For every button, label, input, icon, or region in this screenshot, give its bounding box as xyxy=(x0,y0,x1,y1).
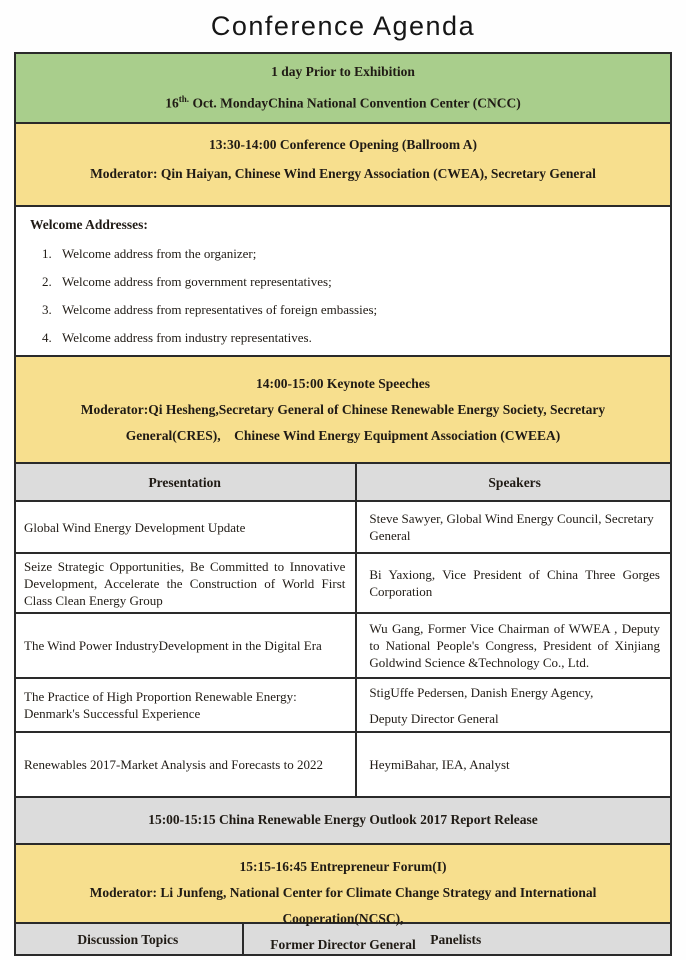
day-banner-line1: 1 day Prior to Exhibition xyxy=(271,64,415,80)
presentation-text: The Practice of High Proportion Renewable Energy: Denmark's Successful Experience xyxy=(24,689,297,721)
welcome-item-text: Welcome address from government representatives; xyxy=(62,274,332,289)
opening-banner xyxy=(16,124,670,207)
welcome-item xyxy=(30,246,656,261)
date-venue: Oct. MondayChina National Convention Center (CNCC) xyxy=(189,95,521,111)
keynote-moderator: Moderator:Qi Hesheng,Secretary General of Chinese Renewable Energy Society, Secretary General(CRES), Chinese Wind Energy Equipment Association (CWEEA) xyxy=(80,401,609,443)
welcome-item-text: Welcome address from industry representatives. xyxy=(62,330,312,345)
page-title-wrap xyxy=(0,0,686,52)
speaker-text: Steve Sawyer, Global Wind Energy Council, Secretary General xyxy=(369,511,654,543)
welcome-item xyxy=(30,302,656,317)
presentation-text: Seize Strategic Opportunities, Be Committed to Innovative Development, Accelerate the Construction of World First Class Clean Energy Group xyxy=(24,558,346,608)
presentation-cell xyxy=(16,679,357,731)
keynote-title: 14:00-15:00 Keynote Speeches xyxy=(256,375,430,391)
speaker-text: Wu Gang, Former Vice Chairman of WWEA , Deputy to National People's Congress, President of Xinjiang Goldwind Science &Technology Co., Ltd. xyxy=(369,621,660,670)
date-number: 16 xyxy=(165,95,179,111)
forum-moderator-line2: Former Director General xyxy=(270,937,416,952)
table-row xyxy=(16,614,670,679)
welcome-heading: Welcome Addresses: xyxy=(30,217,148,232)
forum-table-header xyxy=(16,924,670,954)
date-ordinal: th. xyxy=(178,94,190,105)
welcome-list xyxy=(30,246,656,345)
opening-moderator: Moderator: Qin Haiyan, Chinese Wind Energy Association (CWEA), Secretary General xyxy=(90,166,596,182)
presentation-text: The Wind Power IndustryDevelopment in the Digital Era xyxy=(24,638,322,653)
page-title: Conference Agenda xyxy=(210,10,476,41)
welcome-item xyxy=(30,274,656,289)
report-release-title: 15:00-15:15 China Renewable Energy Outlook 2017 Report Release xyxy=(148,812,538,828)
speaker-text-line2: Deputy Director General xyxy=(369,710,499,726)
agenda-table xyxy=(14,52,672,956)
table-row xyxy=(16,554,670,614)
speaker-cell xyxy=(357,679,670,731)
welcome-item-text: Welcome address from representatives of foreign embassies; xyxy=(62,302,378,317)
welcome-section xyxy=(16,207,670,357)
speaker-text: Bi Yaxiong, Vice President of China Three Gorges Corporation xyxy=(369,567,660,599)
welcome-item-number: 2. xyxy=(42,274,52,289)
presentation-text: Renewables 2017-Market Analysis and Forecasts to 2022 xyxy=(24,757,323,772)
speaker-cell xyxy=(357,614,670,677)
speech-table-header xyxy=(16,464,670,502)
presentation-cell xyxy=(16,733,357,796)
welcome-item-number: 3. xyxy=(42,302,52,317)
speaker-text: HeymiBahar, IEA, Analyst xyxy=(369,757,510,772)
discussion-topics-column-header: Discussion Topics xyxy=(16,924,244,954)
speaker-cell xyxy=(357,502,670,552)
day-banner xyxy=(16,54,670,124)
presentation-cell xyxy=(16,554,357,612)
forum-title: 15:15-16:45 Entrepreneur Forum(I) xyxy=(239,859,447,874)
keynote-banner xyxy=(16,357,670,464)
welcome-item xyxy=(30,330,656,345)
presentation-cell xyxy=(16,614,357,677)
speaker-cell xyxy=(357,554,670,612)
presentation-column-header: Presentation xyxy=(16,464,357,500)
welcome-item-text: Welcome address from the organizer; xyxy=(62,246,257,261)
presentation-cell xyxy=(16,502,357,552)
opening-title: 13:30-14:00 Conference Opening (Ballroom A) xyxy=(209,137,477,152)
forum-moderator-line1: Moderator: Li Junfeng, National Center for Climate Change Strategy and International Cooperation(NCSC), xyxy=(89,885,597,926)
presentation-text: Global Wind Energy Development Update xyxy=(24,519,246,535)
panelists-column-header: Panelists xyxy=(430,931,482,947)
welcome-item-number: 1. xyxy=(42,246,52,261)
speakers-column-header: Speakers xyxy=(488,474,541,490)
day-banner-line2 xyxy=(135,94,550,112)
welcome-item-number: 4. xyxy=(42,330,52,345)
report-release-banner xyxy=(16,798,670,845)
table-row xyxy=(16,733,670,798)
speaker-cell xyxy=(357,733,670,796)
speaker-text: StigUffe Pedersen, Danish Energy Agency, xyxy=(369,684,594,700)
table-row xyxy=(16,502,670,554)
table-row xyxy=(16,679,670,733)
